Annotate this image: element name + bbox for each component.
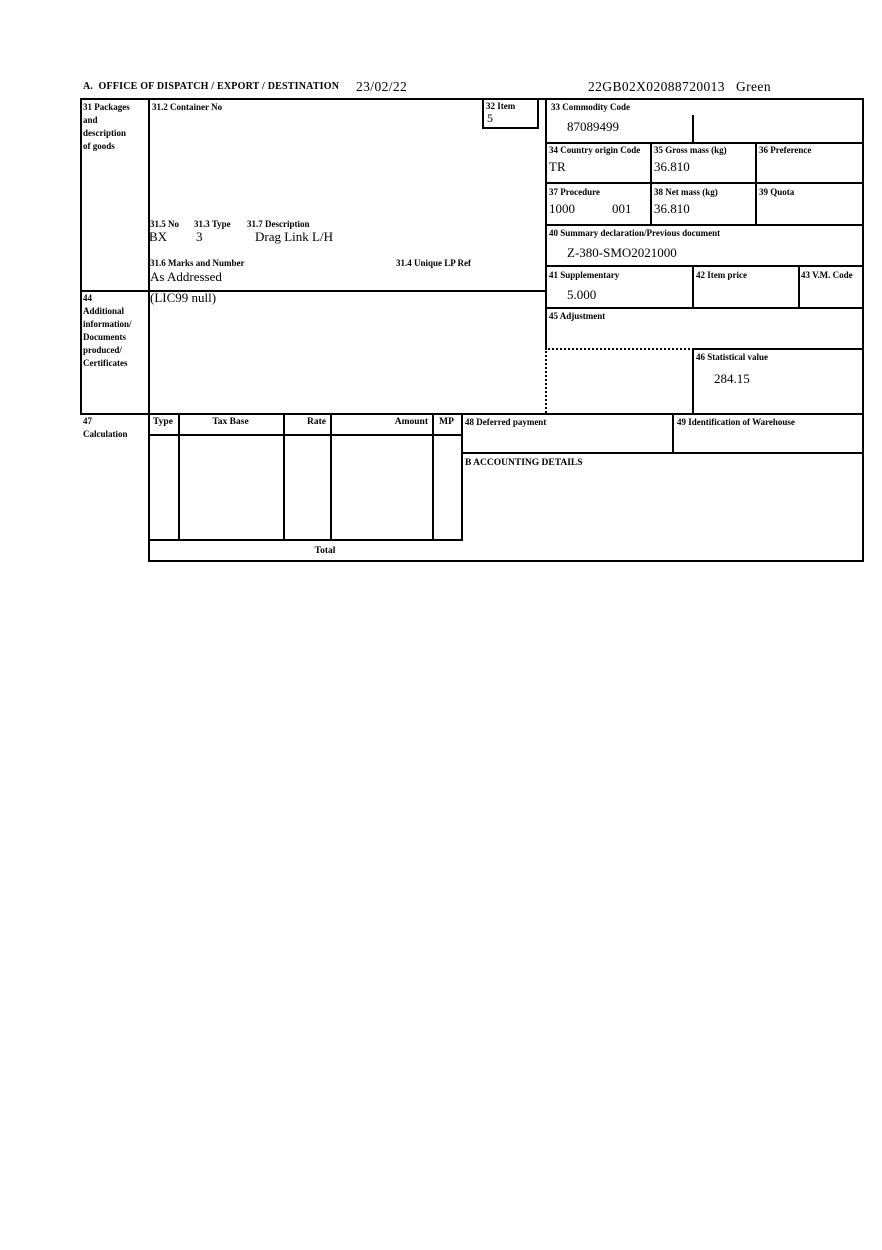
additional-information-value: (LIC99 null) (150, 290, 217, 305)
marks-number-value: As Addressed (150, 269, 222, 284)
box31-label-line: 31 Packages (83, 102, 130, 112)
country-origin-label: 34 Country origin Code (549, 145, 641, 155)
box44-label-line: Documents (83, 332, 126, 342)
border-line (80, 98, 82, 415)
border-line (692, 265, 694, 309)
procedure-value-1: 1000 (549, 201, 575, 216)
adjustment-label: 45 Adjustment (549, 311, 606, 321)
movement-reference-number: 22GB02X02088720013 (588, 79, 725, 94)
package-no-value: BX (149, 229, 168, 244)
border-line (545, 224, 864, 226)
item-number-value: 5 (487, 111, 493, 125)
package-type-label: 31.3 Type (194, 219, 231, 229)
preference-label: 36 Preference (759, 145, 812, 155)
border-line (148, 560, 864, 562)
border-line (178, 413, 180, 541)
border-line (461, 452, 864, 454)
border-line (148, 434, 463, 436)
calc-header-mp: MP (439, 417, 454, 427)
goods-description-value: Drag Link L/H (255, 229, 333, 244)
dotted-line (545, 348, 694, 350)
border-line (755, 142, 757, 226)
gross-mass-value: 36.810 (654, 159, 690, 174)
border-line (650, 142, 652, 226)
statistical-value: 284.15 (714, 371, 750, 386)
box31-label-line: and (83, 115, 98, 125)
border-line (545, 265, 864, 267)
net-mass-label: 38 Net mass (kg) (654, 187, 718, 197)
calc-header-tax-base: Tax Base (212, 417, 249, 427)
border-line (545, 98, 547, 350)
package-no-label: 31.5 No (150, 219, 179, 229)
routing-status: Green (736, 79, 771, 94)
border-line (545, 142, 864, 144)
border-line (461, 413, 463, 541)
commodity-code-divider (692, 115, 694, 144)
procedure-value-2: 001 (612, 201, 632, 216)
item-number-label: 32 Item (486, 101, 516, 111)
accounting-details-label: B ACCOUNTING DETAILS (465, 458, 583, 468)
calc-header-amount: Amount (394, 417, 428, 427)
supplementary-units-value: 5.000 (567, 287, 597, 302)
acceptance-date: 23/02/22 (356, 79, 408, 94)
border-line (672, 413, 674, 454)
previous-document-value: Z-380-SMO2021000 (567, 245, 677, 260)
box44-label-line: Additional (83, 306, 125, 316)
border-line (80, 413, 864, 415)
gross-mass-label: 35 Gross mass (kg) (654, 145, 727, 155)
box47-label-line: 47 (83, 416, 92, 426)
border-line (148, 413, 150, 562)
border-line (798, 265, 800, 309)
box31-label-line: description (83, 128, 127, 138)
commodity-code-label: 33 Commodity Code (551, 102, 630, 112)
border-line (432, 413, 434, 541)
vm-code-label: 43 V.M. Code (801, 270, 853, 280)
calc-header-type: Type (153, 417, 173, 427)
marks-number-label: 31.6 Marks and Number (150, 258, 245, 268)
calc-header-rate: Rate (307, 417, 326, 427)
item-price-label: 42 Item price (696, 270, 747, 280)
border-line (148, 539, 463, 541)
border-line (330, 413, 332, 541)
border-line (545, 307, 864, 309)
box44-label-line: produced/ (83, 345, 122, 355)
goods-description-label: 31.7 Description (247, 219, 310, 229)
box44-label-line: Certificates (83, 358, 128, 368)
net-mass-value: 36.810 (654, 201, 690, 216)
box44-label-line: information/ (83, 319, 132, 329)
calc-total-label: Total (314, 546, 336, 556)
country-origin-value: TR (549, 159, 566, 174)
office-of-dispatch-label: A. OFFICE OF DISPATCH / EXPORT / DESTINATION (83, 81, 340, 92)
border-line (482, 127, 539, 129)
previous-document-label: 40 Summary declaration/Previous document (549, 228, 721, 238)
commodity-code-value: 87089499 (567, 119, 619, 134)
unique-lp-ref-label: 31.4 Unique LP Ref (396, 258, 472, 268)
border-line (283, 413, 285, 541)
border-line (545, 182, 864, 184)
supplementary-units-label: 41 Supplementary (549, 270, 620, 280)
border-line (537, 98, 539, 129)
quota-label: 39 Quota (759, 187, 795, 197)
border-line (148, 98, 150, 415)
box47-label-line: Calculation (83, 429, 128, 439)
deferred-payment-label: 48 Deferred payment (465, 417, 547, 427)
box31-label-line: of goods (83, 141, 115, 151)
border-line (482, 98, 484, 129)
border-line (862, 98, 864, 562)
package-type-value: 3 (196, 229, 203, 244)
procedure-label: 37 Procedure (549, 187, 600, 197)
statistical-value-label: 46 Statistical value (696, 352, 768, 362)
border-line (692, 348, 694, 415)
warehouse-identification-label: 49 Identification of Warehouse (677, 417, 795, 427)
border-line (692, 348, 864, 350)
border-line (80, 98, 864, 100)
container-no-label: 31.2 Container No (152, 102, 223, 112)
box44-label-line: 44 (83, 293, 92, 303)
dotted-line (545, 348, 547, 413)
